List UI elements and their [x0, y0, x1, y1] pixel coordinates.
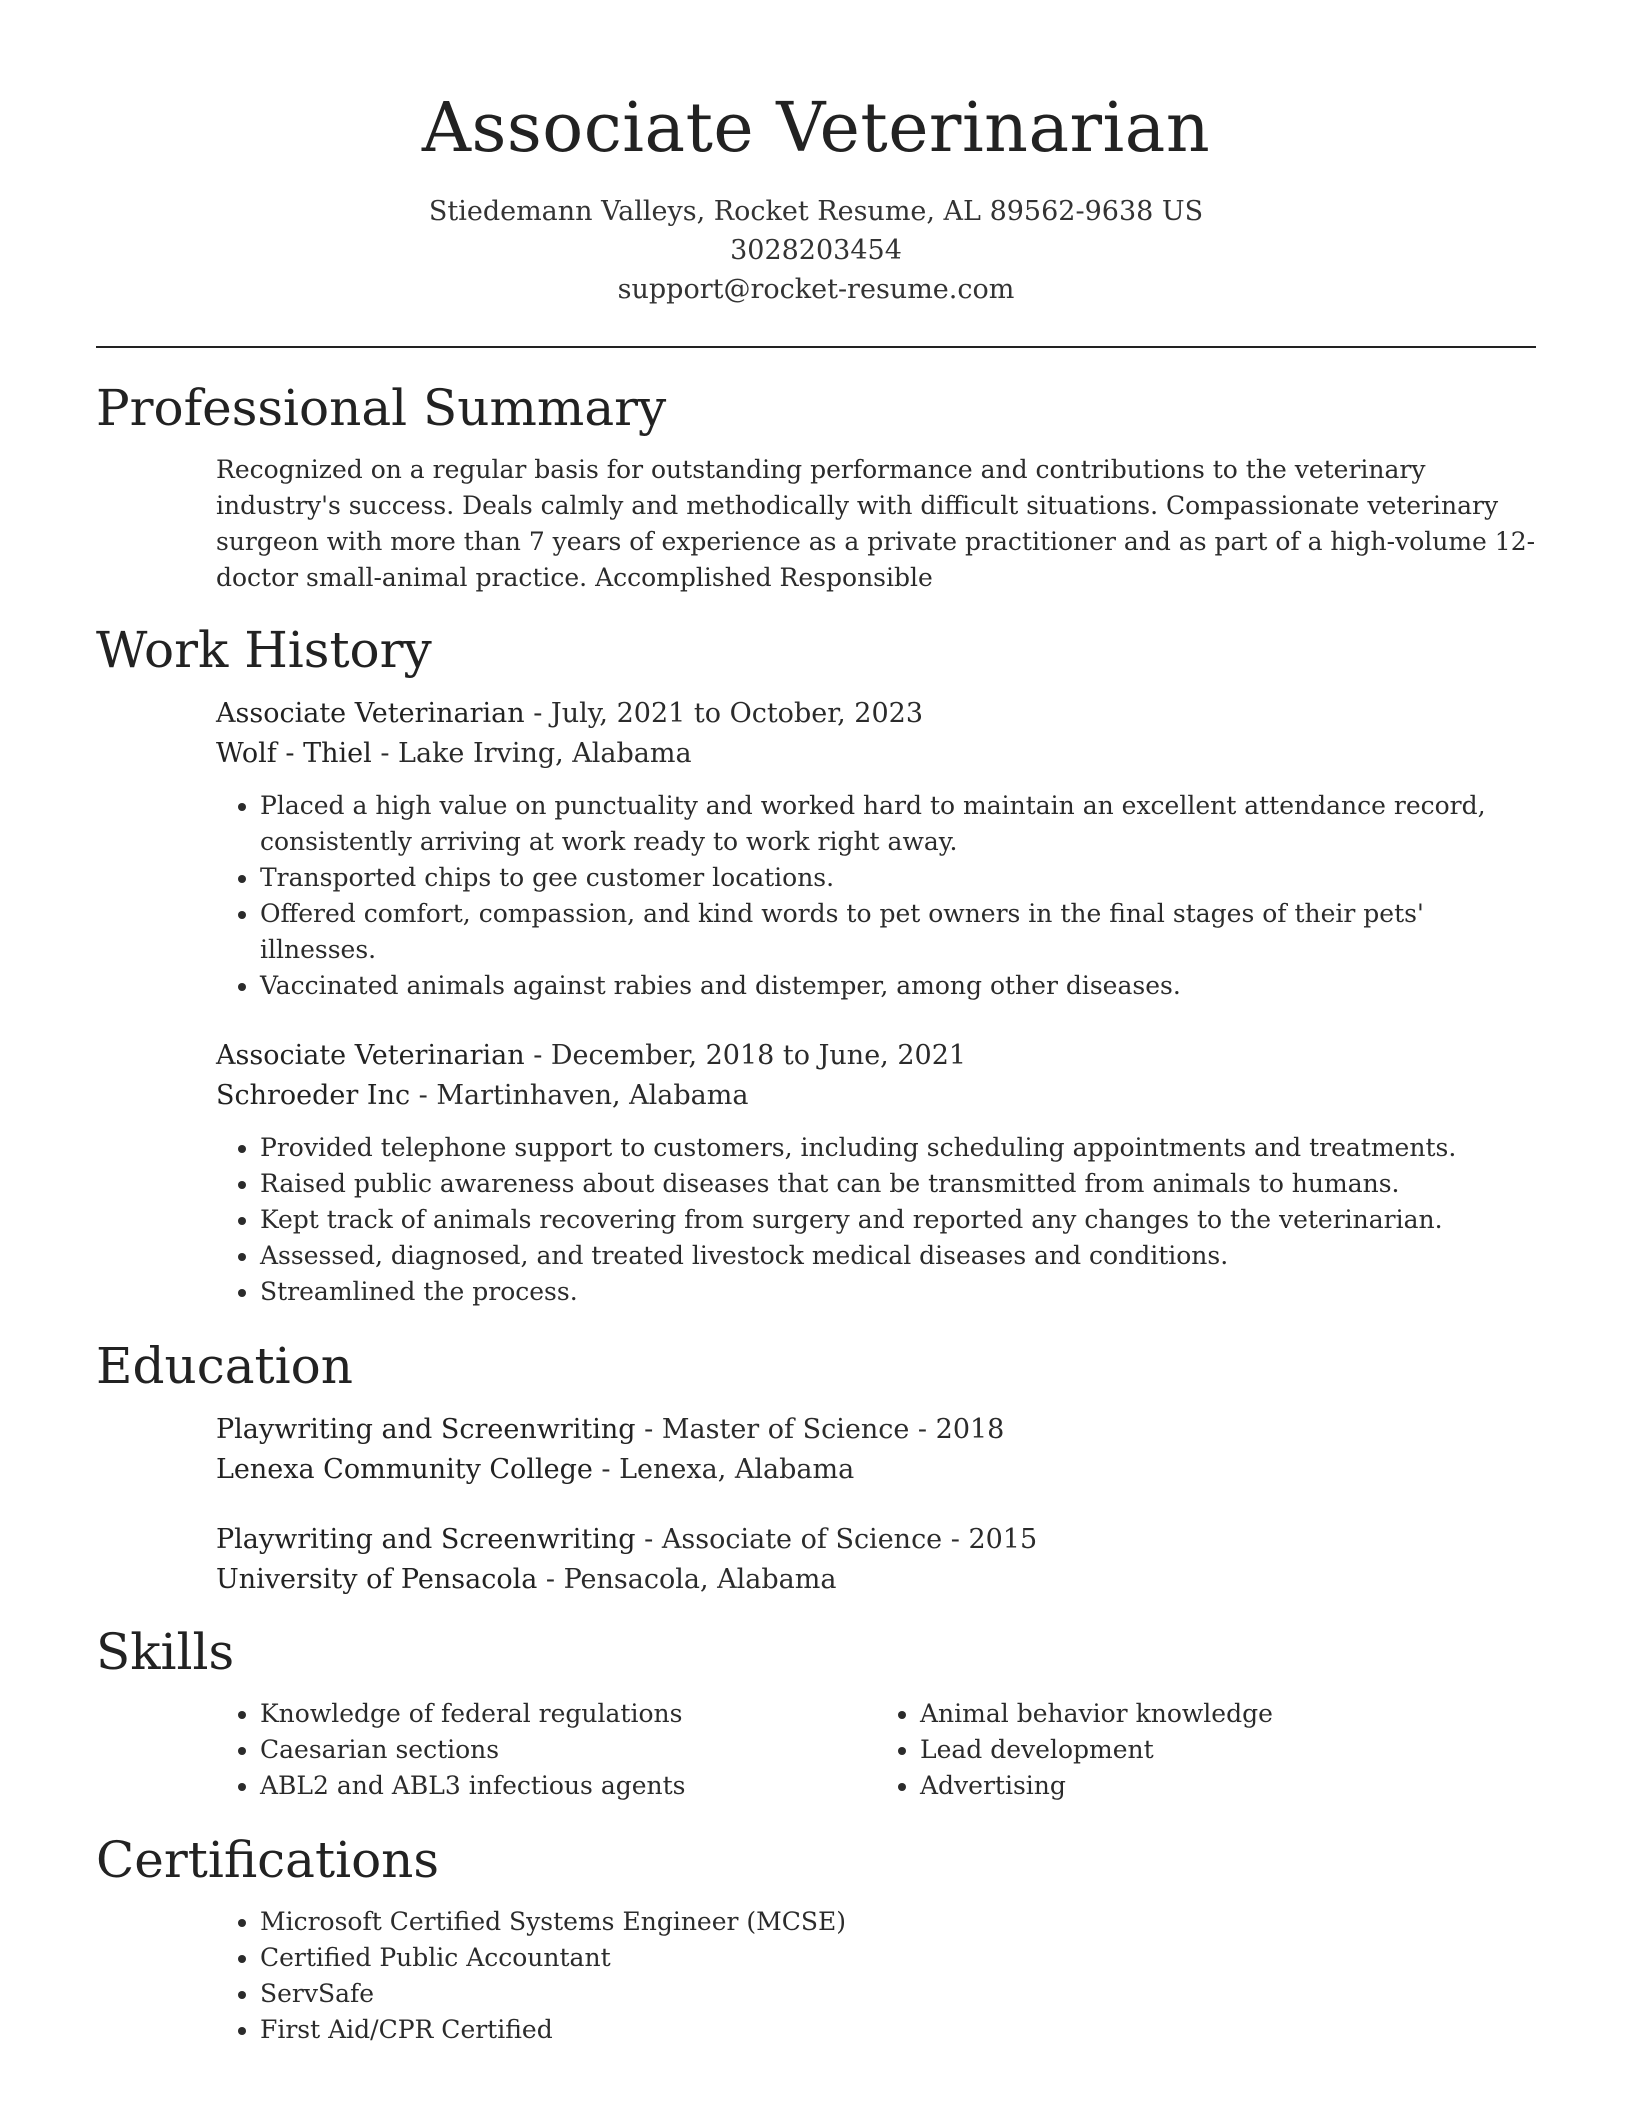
certifications-body — [216, 1904, 1536, 2048]
skills-list-right — [876, 1696, 1536, 1804]
job-dates: - December, 2018 to June, 2021 — [524, 1040, 967, 1071]
certifications-list — [216, 1904, 1536, 2048]
education-school: Lenexa Community College — [216, 1454, 593, 1485]
education-entry — [216, 1520, 1536, 1600]
candidate-name: Associate Veterinarian — [421, 89, 1211, 168]
job-bullets — [216, 788, 1536, 1004]
skills-list-left — [216, 1696, 876, 1804]
certifications-section — [96, 1830, 1536, 2048]
list-item: • Microsoft Certified Systems Engineer (MCSE) — [260, 1904, 1536, 1940]
list-item: • Certified Public Accountant — [260, 1940, 1536, 1976]
list-item: • First Aid/CPR Certified — [260, 2012, 1536, 2048]
education-field: Playwriting and Screenwriting — [216, 1524, 636, 1555]
job-bullets — [216, 1130, 1536, 1310]
list-item: • Placed a high value on punctuality and worked hard to maintain an excellent attendance record, consistently arriving at work ready to work right away. — [260, 788, 1536, 860]
job-title-line — [216, 694, 1536, 734]
education-entry — [216, 1410, 1536, 1490]
job-location: - Lake Irving, Alabama — [371, 738, 692, 769]
list-item: • Raised public awareness about diseases that can be transmitted from animals to humans. — [260, 1166, 1536, 1202]
summary-heading: Professional Summary — [96, 379, 667, 437]
education-degree: - Associate of Science - 2015 — [635, 1524, 1038, 1555]
job-entry — [216, 1036, 1536, 1310]
skills-section — [96, 1622, 1536, 1804]
job-location: - Martinhaven, Alabama — [410, 1080, 749, 1111]
education-school-line — [216, 1560, 1536, 1600]
list-item: • Caesarian sections — [260, 1732, 876, 1768]
contact-address: Stiedemann Valleys, Rocket Resume, AL 89562-9638 US — [428, 196, 1204, 227]
education-school: University of Pensacola — [216, 1564, 538, 1595]
contact-email: support@rocket-resume.com — [617, 274, 1015, 305]
education-section — [96, 1336, 1536, 1600]
list-item: • Advertising — [920, 1768, 1536, 1804]
skills-columns — [216, 1696, 1536, 1804]
education-location: - Pensacola, Alabama — [537, 1564, 837, 1595]
contact-phone: 3028203454 — [730, 235, 902, 266]
list-item: • Animal behavior knowledge — [920, 1696, 1536, 1732]
education-heading: Education — [96, 1337, 353, 1395]
skills-heading: Skills — [96, 1623, 235, 1681]
work-history-section — [96, 620, 1536, 1310]
job-employer: Schroeder Inc — [216, 1080, 411, 1111]
summary-text: Recognized on a regular basis for outstanding performance and contributions to the veterinary industry's success. Deals calmly and methodically with difficult situations. Compassionate veterinary surgeon with more than 7 years of experience as a private practitioner and as part of a high-volume 12-doctor small-animal practice. Accomplished Responsible — [216, 455, 1536, 592]
header-divider — [96, 346, 1536, 348]
job-role: Associate Veterinarian — [216, 698, 525, 729]
education-degree-line — [216, 1520, 1536, 1560]
job-employer-line — [216, 1076, 1536, 1116]
education-field: Playwriting and Screenwriting — [216, 1414, 636, 1445]
job-role: Associate Veterinarian — [216, 1040, 525, 1071]
list-item: • Provided telephone support to customers, including scheduling appointments and treatments. — [260, 1130, 1536, 1166]
list-item: • Offered comfort, compassion, and kind words to pet owners in the final stages of their pets' illnesses. — [260, 896, 1536, 968]
education-location: - Lenexa, Alabama — [592, 1454, 855, 1485]
job-employer-line — [216, 734, 1536, 774]
list-item: • ABL2 and ABL3 infectious agents — [260, 1768, 876, 1804]
work-history-heading: Work History — [96, 621, 432, 679]
list-item: • Transported chips to gee customer locations. — [260, 860, 1536, 896]
list-item: • Vaccinated animals against rabies and distemper, among other diseases. — [260, 968, 1536, 1004]
list-item: • ServSafe — [260, 1976, 1536, 2012]
education-degree: - Master of Science - 2018 — [635, 1414, 1005, 1445]
certifications-heading: Certifications — [96, 1831, 440, 1889]
summary-body — [216, 452, 1536, 596]
list-item: • Knowledge of federal regulations — [260, 1696, 876, 1732]
education-school-line — [216, 1450, 1536, 1490]
education-degree-line — [216, 1410, 1536, 1450]
list-item: • Kept track of animals recovering from surgery and reported any changes to the veterinarian. — [260, 1202, 1536, 1238]
contact-block — [96, 192, 1536, 309]
job-entry — [216, 694, 1536, 1004]
summary-section — [96, 378, 1536, 596]
list-item: • Streamlined the process. — [260, 1274, 1536, 1310]
list-item: • Lead development — [920, 1732, 1536, 1768]
job-employer: Wolf - Thiel — [216, 738, 372, 769]
job-title-line — [216, 1036, 1536, 1076]
job-dates: - July, 2021 to October, 2023 — [524, 698, 924, 729]
resume-header — [96, 0, 1536, 309]
list-item: • Assessed, diagnosed, and treated livestock medical diseases and conditions. — [260, 1238, 1536, 1274]
